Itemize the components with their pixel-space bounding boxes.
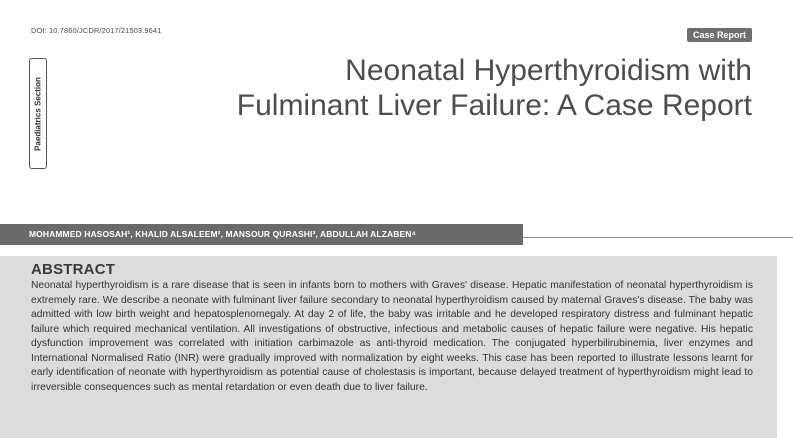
section-tab: [29, 58, 47, 169]
doi-text: DOI: 10.7860/JCDR/2017/21503.9641: [31, 26, 162, 35]
abstract-body: Neonatal hyperthyroidism is a rare disease that is seen in infants born to mothers with Graves' disease. Hepatic manifestation of neonatal hyperthyroidism is extremely rare. We describe a neonate with fulminant liver failure secondary to neonatal hyperthyroidism caused by maternal Graves's disease. The baby was admitted with low birth weight and hepatosplenomegaly. At day 2 of life, the baby was irritable and he developed respiratory distress and fulminant hepatic failure which required mechanical ventilation. All investigations of obstructive, infectious and metabolic causes of hepatic failure were negative. His hepatic dysfunction improvement was correlated with initiation carbimazole as anti-thyroid medication. The conjugated hyperbilirubinemia, liver enzymes and International Normalised Ratio (INR) were gradually improved with normalization by eight weeks. This case has been reported to illustrate lessons learnt for early identification of neonate with hyperthyroidism as potential cause of cholestasis is important, because delayed treatment of hyperthyroidism might lead to irreversible consequences such as mental retardation or even death due to liver failure.: [31, 280, 753, 393]
article-title: Neonatal Hyperthyroidism with Fulminant Liver Failure: A Case Report: [236, 54, 752, 122]
section-label: Paediatrics Section: [33, 76, 43, 151]
author-list: MOHAMMED HASOSAH¹, KHALID ALSALEEM², MANSOUR QURASHI³, ABDULLAH ALZABEN⁴: [0, 224, 523, 245]
article-type-badge: Case Report: [687, 28, 752, 42]
abstract-heading: ABSTRACT: [31, 261, 116, 278]
abstract-box: [0, 256, 777, 438]
